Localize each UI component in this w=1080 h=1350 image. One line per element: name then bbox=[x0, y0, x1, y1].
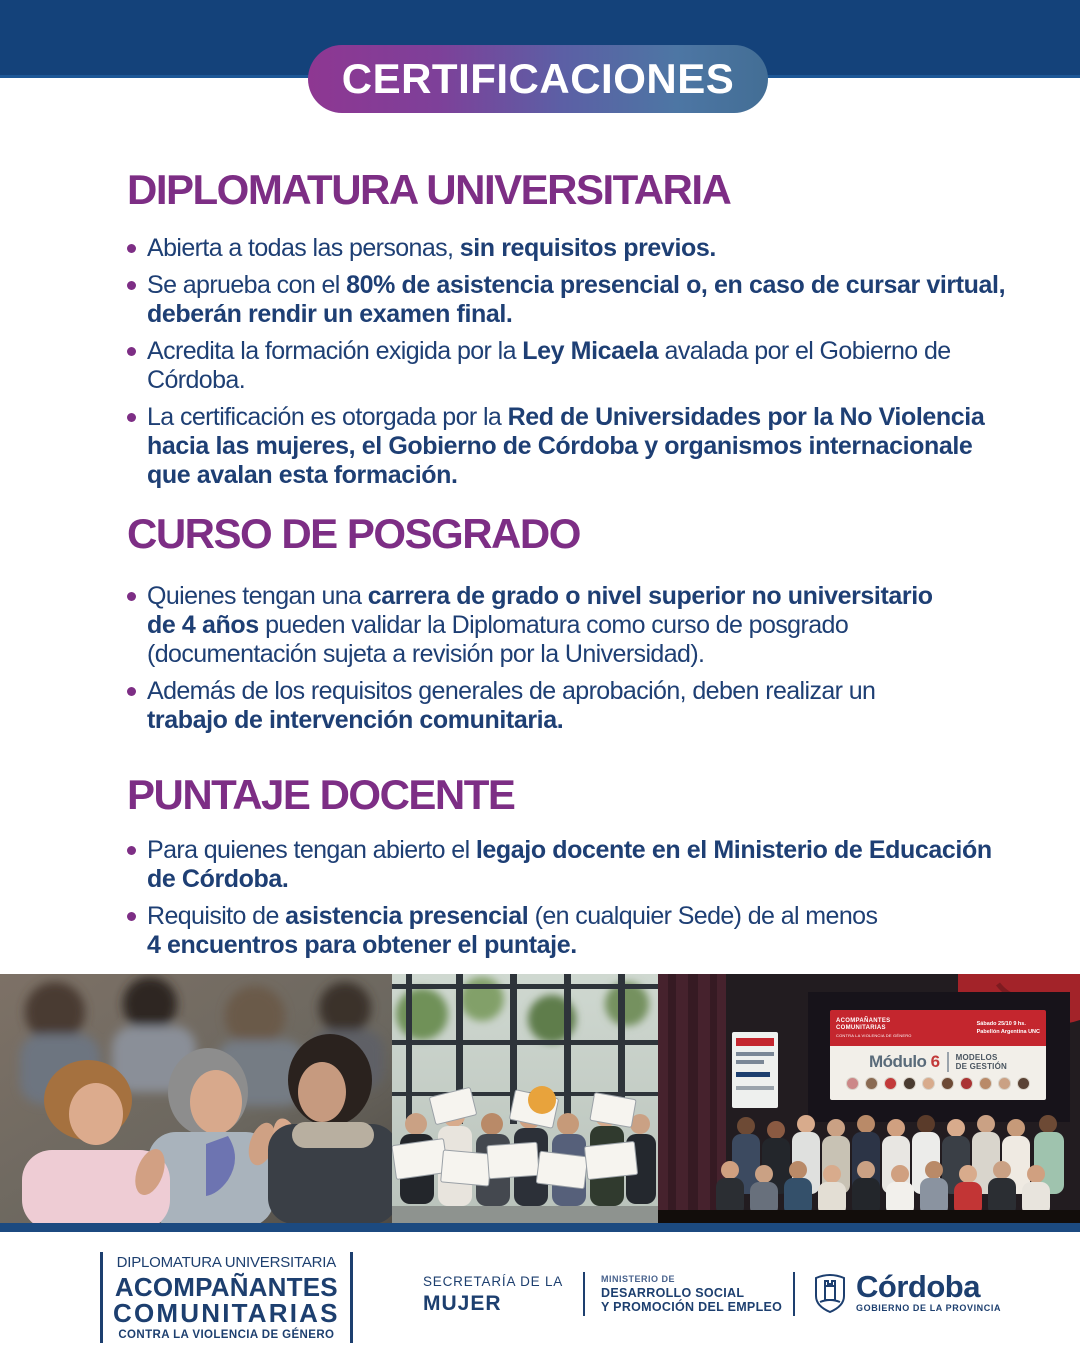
program-line3: COMUNITARIAS bbox=[113, 1298, 340, 1328]
module-divider bbox=[947, 1052, 949, 1072]
module-subtitle-line2: DE GESTIÓN bbox=[955, 1062, 1007, 1071]
ministerio-line2: DESARROLLO SOCIAL bbox=[601, 1286, 745, 1300]
screen-place: Pabellón Argentina UNC bbox=[976, 1029, 1040, 1035]
bullet-item: Se aprueba con el 80% de asistencia presencial o, en caso de cursar virtual, deberán rendir un examen final. bbox=[147, 271, 1062, 329]
bullet-list-posgrado bbox=[127, 582, 1062, 735]
bullet-list-diplomatura bbox=[127, 234, 1062, 490]
screen-time: 9 hs. bbox=[1013, 1021, 1026, 1027]
photo-audience-applauding bbox=[0, 974, 392, 1223]
bullet-item: La certificación es otorgada por la Red de Universidades por la No Violencia hacia las mujeres, el Gobierno de Córdoba y organismos internacionale que avalan esta formación. bbox=[147, 403, 1062, 490]
screen-red-banner bbox=[830, 1010, 1046, 1046]
cordoba-wordmark bbox=[856, 1269, 1002, 1313]
bullet-item: Acredita la formación exigida por la Ley Micaela avalada por el Gobierno de Córdoba. bbox=[147, 337, 1062, 395]
projection-screen bbox=[830, 1010, 1046, 1100]
audience-illustration bbox=[0, 974, 392, 1223]
screen-banner-line2: COMUNITARIAS bbox=[836, 1024, 886, 1031]
bullet-item: Quienes tengan una carrera de grado o nivel superior no universitario de 4 años pueden validar la Diplomatura como curso de posgrado (documentación sujeta a revisión por la Universidad). bbox=[147, 582, 1062, 669]
photo-certificates-group bbox=[392, 974, 658, 1223]
cordoba-crest-icon bbox=[812, 1272, 848, 1319]
cordoba-sub: GOBIERNO DE LA PROVINCIA bbox=[856, 1303, 1002, 1313]
secretaria-mujer-logo bbox=[423, 1274, 563, 1316]
bullet-item: Requisito de asistencia presencial (en cualquier Sede) de al menos 4 encuentros para obtener el puntaje. bbox=[147, 902, 1062, 960]
bottom-navy-strip bbox=[0, 1223, 1080, 1232]
section-heading-posgrado: CURSO DE POSGRADO bbox=[127, 510, 580, 557]
secretaria-line2: MUJER bbox=[423, 1292, 502, 1315]
screen-date: Sábado 25/10 bbox=[976, 1021, 1012, 1027]
screen-banner-logo bbox=[836, 1018, 912, 1039]
certifications-banner bbox=[308, 45, 768, 113]
certificates-illustration bbox=[392, 974, 658, 1223]
module-number: 6 bbox=[930, 1052, 940, 1071]
screen-banner-line1: ACOMPAÑANTES bbox=[836, 1017, 891, 1024]
module-subtitle-line1: MODELOS bbox=[955, 1053, 998, 1062]
bullet-item: Además de los requisitos generales de aprobación, deben realizar un trabajo de intervención comunitaria. bbox=[147, 677, 1062, 735]
secretaria-line1: SECRETARÍA DE LA bbox=[423, 1274, 564, 1289]
footer bbox=[0, 1232, 1080, 1350]
section-heading-puntaje: PUNTAJE DOCENTE bbox=[127, 771, 515, 818]
module-label bbox=[869, 1052, 940, 1072]
footer-divider-2 bbox=[793, 1272, 795, 1316]
bullet-list-puntaje bbox=[127, 836, 1062, 960]
banner-title: CERTIFICACIONES bbox=[341, 55, 735, 102]
screen-banner-sub: CONTRA LA VIOLENCIA DE GÉNERO bbox=[836, 1032, 912, 1038]
program-line2: ACOMPAÑANTES bbox=[114, 1272, 338, 1302]
ministerio-line1: MINISTERIO DE bbox=[601, 1274, 676, 1284]
speaker-headshots bbox=[830, 1077, 1046, 1090]
bullet-item: Abierta a todas las personas, sin requisitos previos. bbox=[147, 234, 1062, 263]
program-line1: DIPLOMATURA UNIVERSITARIA bbox=[116, 1254, 337, 1271]
ministerio-line3: Y PROMOCIÓN DEL EMPLEO bbox=[601, 1300, 783, 1314]
program-line4: CONTRA LA VIOLENCIA DE GÉNERO bbox=[118, 1329, 335, 1341]
module-word: Módulo bbox=[869, 1052, 927, 1071]
photo-strip bbox=[0, 974, 1080, 1223]
main-content bbox=[127, 0, 1062, 968]
footer-divider-1 bbox=[583, 1272, 585, 1316]
module-subtitle bbox=[956, 1053, 1007, 1071]
bullet-item: Para quienes tengan abierto el legajo docente en el Ministerio de Educación de Córdoba. bbox=[147, 836, 1062, 894]
cordoba-name: Córdoba bbox=[856, 1269, 980, 1304]
ministerio-logo bbox=[601, 1274, 782, 1314]
section-heading-diplomatura: DIPLOMATURA UNIVERSITARIA bbox=[127, 166, 731, 213]
cordoba-gov-logo bbox=[812, 1269, 1002, 1319]
screen-event-details bbox=[977, 1020, 1040, 1036]
program-logo bbox=[100, 1252, 353, 1343]
screen-body bbox=[830, 1046, 1046, 1100]
photo-stage-group bbox=[658, 974, 1080, 1223]
